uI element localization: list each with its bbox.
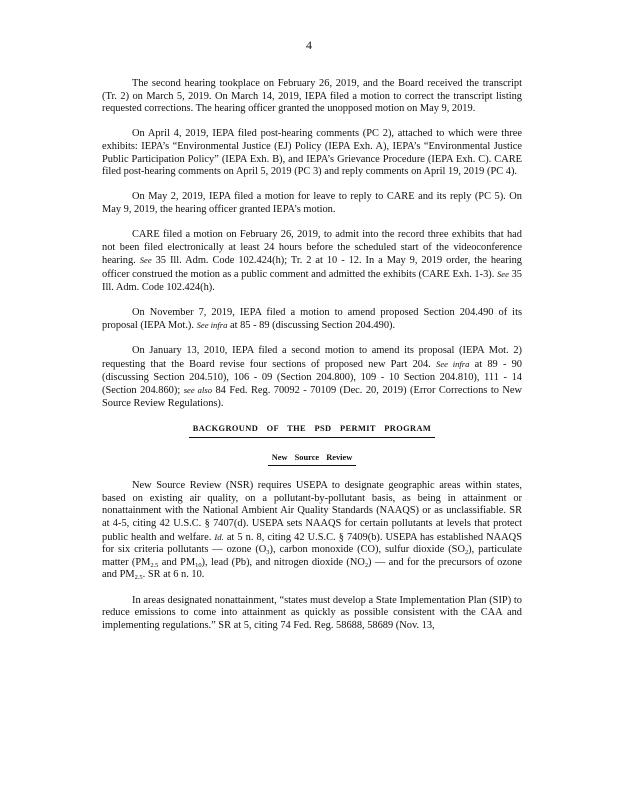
text-segment: at 85 - 89 (discussing Section 204.490).	[230, 320, 396, 332]
text-segment: . SR at 6 n. 10.	[142, 569, 205, 581]
paragraph-second-motion-amend	[102, 345, 522, 410]
paragraph-first-motion-amend	[102, 307, 522, 333]
text-segment: On January 13, 2010, IEPA filed a second motion to amend its proposal (IEPA Mot. 2) requesting that the Board revise four sections of proposed new Part 204.	[102, 345, 522, 371]
text-segment: ), lead (Pb), and nitrogen dioxide (NO	[201, 556, 365, 568]
citation-signal: See infra	[436, 359, 470, 370]
paragraph-care-exhibits	[102, 229, 522, 294]
paragraph-post-hearing-comments: On April 4, 2019, IEPA filed post-hearing comments (PC 2), attached to which were three exhibits: IEPA’s “Environmental Justice (EJ) Policy (IEPA Exh. A), IEPA’s “Environmental Justice Public Participation Policy” (IEPA Exh. B), and IEPA’s Grievance Procedure (IEPA Exh. C). CARE filed post-hearing comments on April 5, 2019 (PC 3) and reply comments on April 19, 2019 (PC 4).	[102, 128, 522, 178]
text-segment: CARE filed a motion on February 26, 2019, to admit into the record three exhibits that had not been filed electronically at least 24 hours before the scheduled start of the videoconference hearing.	[102, 229, 522, 267]
text-segment: ) — and for the precursors of ozone and PM	[102, 556, 522, 581]
paragraph-second-hearing: The second hearing tookplace on February 26, 2019, and the Board received the transcript (Tr. 2) on March 5, 2019. On March 14, 2019, IEPA filed a motion to correct the transcript listing requested corrections. The hearing officer granted the unopposed motion on May 9, 2019.	[102, 78, 522, 115]
paragraph-nonattainment-sip: In areas designated nonattainment, “states must develop a State Implementation Plan (SIP) to reduce emissions to come into attainment as quickly as possible consistent with the CAA and implementing regulations.” SR at 5, citing 74 Fed. Reg. 58688, 58689 (Nov. 13,	[102, 594, 522, 631]
section-heading-text: BACKGROUND OF THE PSD PERMIT PROGRAM	[189, 423, 436, 438]
text-segment: 35 Ill. Adm. Code 102.424(h); Tr. 2 at 10 - 12. In a May 9, 2019 order, the hearing officer construed the motion as a public comment and admitted the exhibits (CARE Exh. 1-3).	[102, 255, 522, 280]
subscript: 2.5	[134, 574, 143, 582]
text-segment: On November 7, 2019, IEPA filed a motion to amend proposed Section 204.490 of its proposal (IEPA Mot.).	[102, 306, 522, 332]
citation-signal: See infra	[196, 320, 228, 331]
text-segment: 35 Ill. Adm. Code 102.424(h).	[102, 268, 522, 293]
text-segment: ), carbon monoxide (CO), sulfur dioxide (SO	[269, 544, 465, 556]
text-segment: at 5 n. 8, citing 42 U.S.C. § 7409(b). USEPA has established NAAQS for six criteria pollutants — ozone (O	[102, 531, 522, 556]
paragraph-motion-leave-reply: On May 2, 2019, IEPA filed a motion for leave to reply to CARE and its reply (PC 5). On May 9, 2019, the hearing officer granted IEPA’s motion.	[102, 191, 522, 215]
subscript: 10	[195, 561, 202, 569]
subscript: 3	[266, 549, 270, 557]
subsection-heading-text: New Source Review	[268, 452, 357, 467]
page-number: 4	[306, 38, 312, 52]
subsection-heading	[102, 452, 522, 467]
citation-signal: See	[139, 255, 152, 266]
text-segment: at 89 - 90 (discussing Section 204.510), 106 - 09 (Section 204.800), 109 - 10 Section 204.810), 111 - 14 (Section 204.860);	[102, 359, 522, 397]
paragraph-nsr-overview	[102, 480, 522, 582]
citation-signal: Id.	[214, 531, 224, 542]
text-segment: and PM	[161, 556, 196, 568]
text-segment: ), particulate matter (PM	[102, 544, 522, 568]
subscript: 2	[364, 561, 369, 569]
text-segment: New Source Review (NSR) requires USEPA to designate geographic areas within states, based on existing air quality, on a pollutant-by-pollutant basis, as being in attainment or nonattainment with the National Ambient Air Quality Standards (NAAQS) or as unclassifiable. SR at 4-5, citing 42 U.S.C. § 7407(d). USEPA sets NAAQS for certain pollutants at levels that protect public health and welfare.	[102, 480, 522, 543]
section-heading	[102, 423, 522, 438]
text-segment: 84 Fed. Reg. 70092 - 70109 (Dec. 20, 2019) (Error Corrections to New Source Review Regulations).	[102, 385, 522, 409]
subscript: 2	[464, 549, 469, 557]
citation-signal: see also	[183, 385, 213, 396]
citation-signal: See	[497, 268, 509, 279]
document-body	[102, 78, 522, 645]
subscript: 2.5	[150, 561, 159, 569]
